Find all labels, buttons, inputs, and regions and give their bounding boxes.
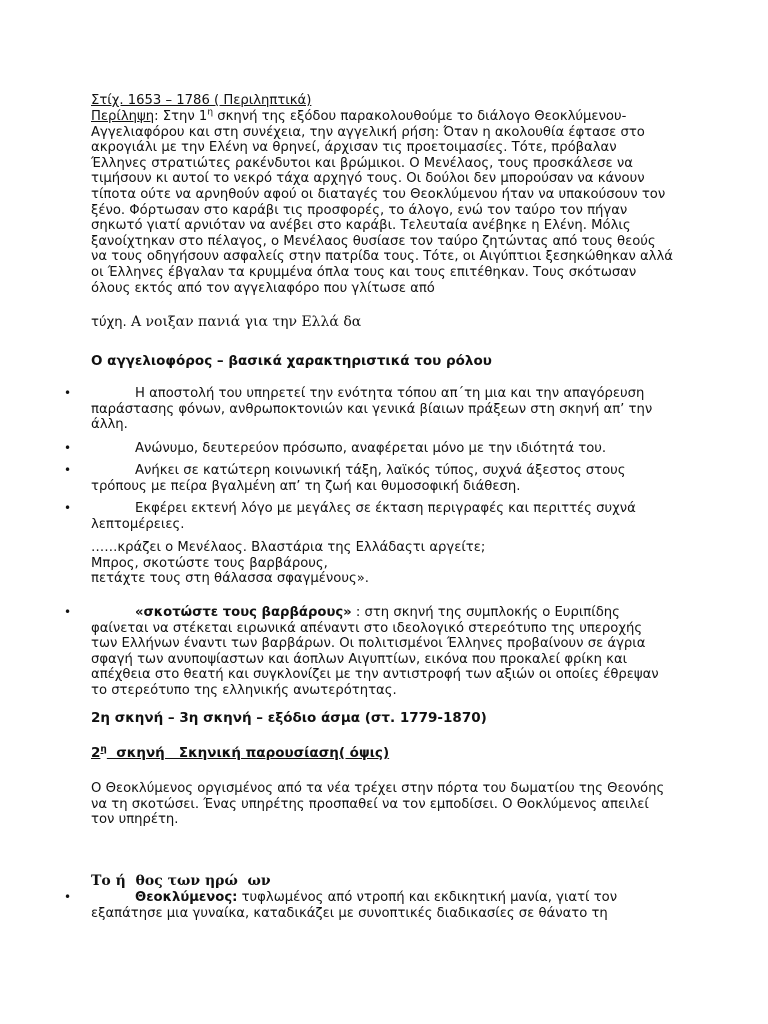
bullet-marker: • bbox=[64, 605, 72, 619]
verses-heading: Στίχ. 1653 – 1786 ( Περιληπτικά) bbox=[91, 93, 312, 108]
messenger-bullet-2: Ανώνυμο, δευτερεύον πρόσωπο, αναφέρεται μόνο με την ιδιότητά του. bbox=[135, 441, 607, 456]
bullet-marker: • bbox=[64, 441, 72, 455]
theoklymenos-bullet: Θεοκλύμενος: τυφλωμένος από ντροπή και εκδικητική μανία, γιατί τον εξαπάτησε μια γυναίκα, καταδικάζει με συνοπτικές διαδικασίες σε θάνατο τη bbox=[91, 890, 618, 921]
quote-block bbox=[91, 540, 671, 587]
ethos-heading: Το ή θος των ηρώ ων bbox=[91, 873, 271, 889]
messenger-bullet-4: Εκφέρει εκτενή λόγο με μεγάλες σε έκταση περιγραφές και περιττές συχνά λεπτομέρειες. bbox=[91, 501, 636, 532]
bullet-marker: • bbox=[64, 890, 72, 904]
quote-line: Μπρος, σκοτώστε τους βαρβάρους, bbox=[91, 555, 328, 571]
bullet-marker: • bbox=[64, 386, 72, 400]
scene2-heading: $2^\eta$ σκηνή Σκηνική παρουσίαση( όψις) bbox=[91, 744, 390, 761]
messenger-bullet-3: Ανήκει σε κατώτερη κοινωνική τάξη, λαϊκός τύπος, συχνά άξεστος στους τρόπους με πείρα βγαλμένη απ’ τη ζωή και θυμοσοφική διάθεση. bbox=[91, 463, 626, 494]
barbarians-bullet: «σκοτώστε τους βαρβάρους» : στη σκηνή της συμπλοκής ο Ευριπίδης φαίνεται να στέκεται ειρωνικά απέναντι στο ιδεολογικό στερεότυπο της υπεροχής των Ελλήνων έναντι των βαρβάρων. Οι πολιτισμένοι Έλληνες προβαίνουν σε άγρια σφαγή των ανυποψίαστων και άοπλων Αιγυπτίων, εικόνα που προκαλεί φρίκη και απέχθεια στο θεατή και συγκλονίζει με την αντιστροφή των αξιών οι οποίες έθρεψαν το στερεότυπο της ελληνικής ανωτερότητας. bbox=[91, 605, 659, 698]
messenger-bullet-1: Η αποστολή του υπηρετεί την ενότητα τόπου απ΄τη μια και την απαγόρευση παράστασης φόνων, ανθρωποκτονιών και γενικά βίαιων πράξεων στη σκηνή απ’ την άλλη. bbox=[91, 386, 653, 433]
summary-last-line: τύχη. Α νοιξαν πανιά για την Ελλά δα bbox=[91, 314, 362, 330]
bullet-marker: • bbox=[64, 463, 72, 477]
exodus-heading: 2η σκηνή – 3η σκηνή – εξόδιο άσμα (στ. 1779-1870) bbox=[91, 710, 487, 726]
bullet-marker: • bbox=[64, 501, 72, 515]
summary-label: Περίληψη bbox=[91, 109, 155, 124]
summary-paragraph: Περίληψη: Στην $1^\eta$ σκηνή της εξόδου παρακολουθούμε το διάλογο Θεοκλύμενου-Αγγελιαφόρου και στη συνέχεια, την αγγελική ρήση: Όταν η ακολουθία έφτασε στο ακρογιάλι με την Ελένη να θρηνεί, άρχισαν τις προετοιμασίες. Τότε, πρόβαλαν Έλληνες στρατιώτες ρακένδυτοι και βρώμικοι. Ο Μενέλαος, τους προσκάλεσε να τιμήσουν κι αυτοί το νεκρό τάχα αρχηγό τους. Οι δούλοι δεν μπορούσαν να κάνουν τίποτα ούτε να αρνηθούν αφού οι διαταγές του Θεοκλύμενου ήταν να υπακούσουν τον ξένο. Φόρτωσαν στο καράβι τις προσφορές, το άλογο, ενώ τον ταύρο τον πήγαν σηκωτό γιατί αρνιόταν να ανέβει στο καράβι. Τελευταία ανέβηκε η Ελένη. Μόλις ξανοίχτηκαν στο πέλαγος, ο Μενέλαος θυσίασε τον ταύρο ζητώντας από τους θεούς να τους οδηγήσουν ασφαλείς στην πατρίδα τους. Τότε, οι Αιγύπτιοι ξεσηκώθηκαν αλλά οι Έλληνες έβγαλαν τα κρυμμένα όπλα τους και τους επιτέθηκαν. Τους σκότωσαν όλους εκτός από τον αγγελιαφόρο που γλίτωσε από bbox=[91, 107, 673, 296]
scene2-paragraph: Ο Θεοκλύμενος οργισμένος από τα νέα τρέχει στην πόρτα του δωματίου της Θεονόης να τη σκοτώσει. Ένας υπηρέτης προσπαθεί να τον εμποδίσει. Ο Θοκλύμενος απειλεί τον υπηρέτη. bbox=[91, 781, 665, 828]
quote-line: πετάχτε τους στη θάλασσα σφαγμένους». bbox=[91, 571, 369, 587]
quote-line: ……κράζει ο Μενέλαος. Βλαστάρια της Ελλάδαςτι αργείτε; bbox=[91, 540, 486, 555]
messenger-heading: Ο αγγελιοφόρος – βασικά χαρακτηριστικά του ρόλου bbox=[91, 353, 492, 369]
